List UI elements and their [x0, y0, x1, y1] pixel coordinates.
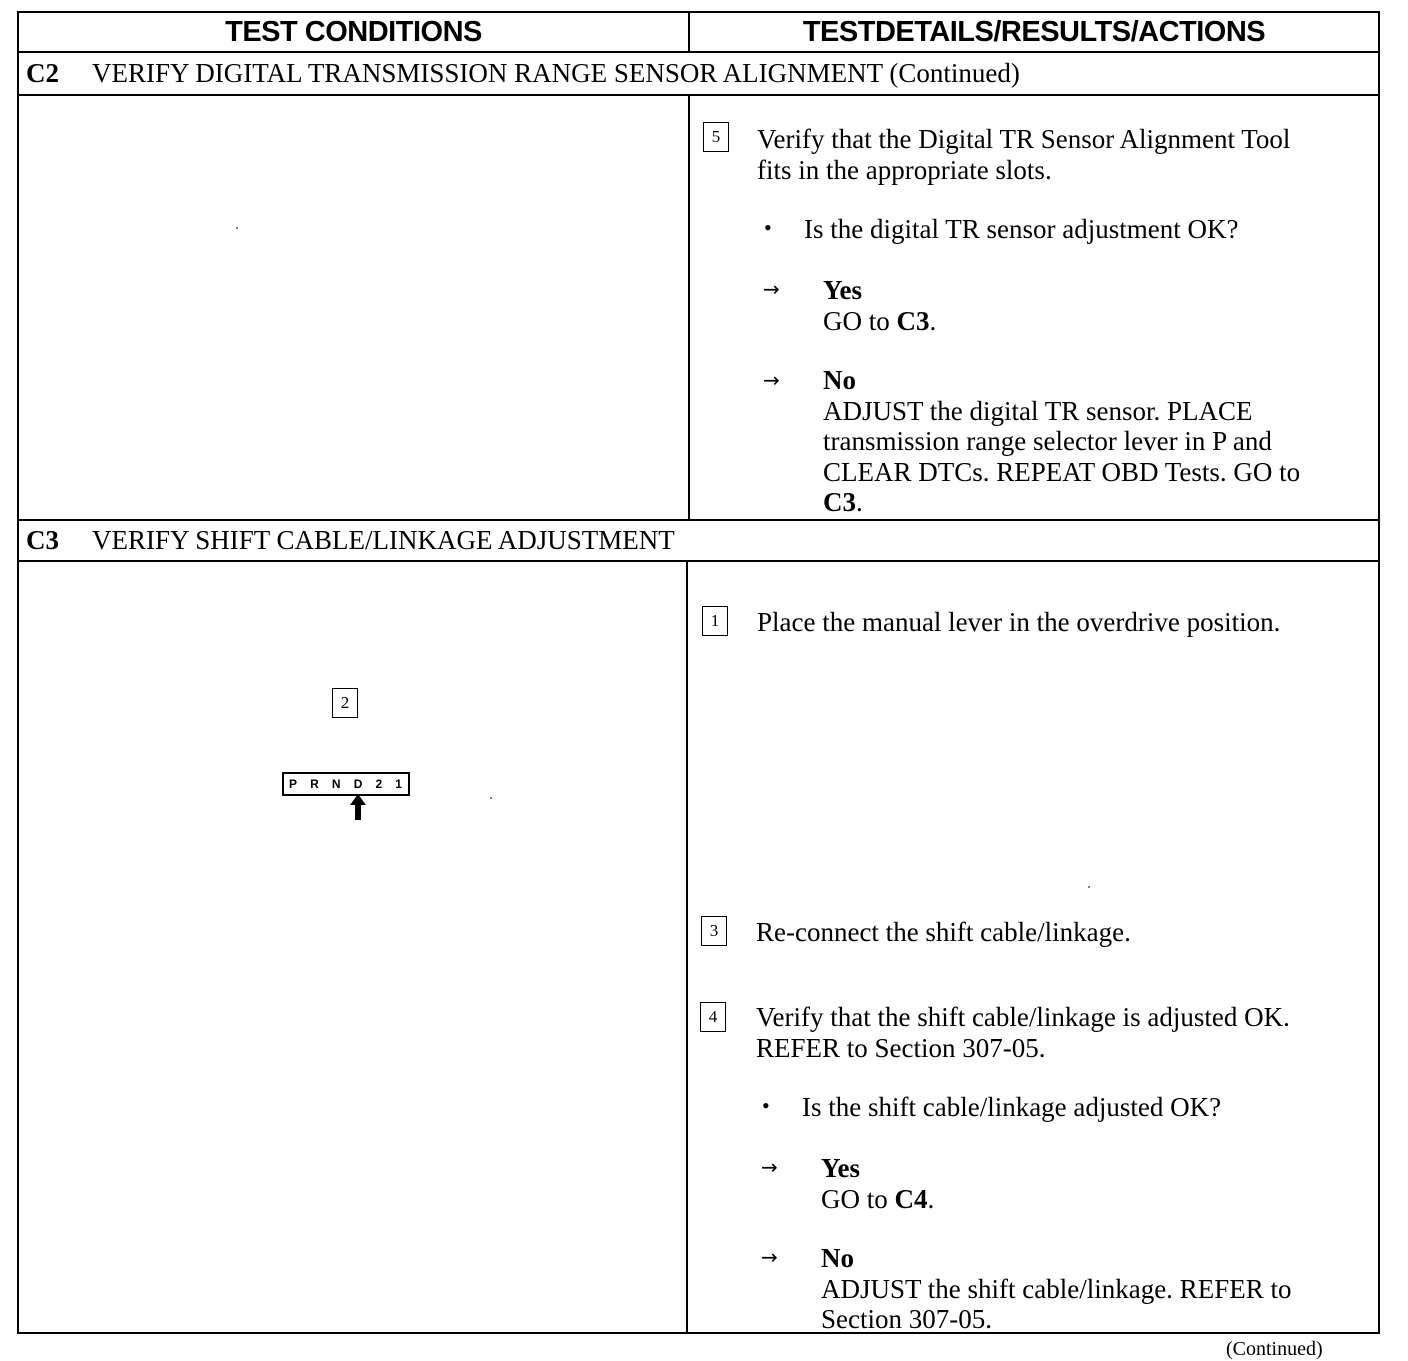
c3-no-line-1: ADJUST the shift cable/linkage. REFER to — [821, 1273, 1292, 1304]
c3-yes-arrow: → — [761, 1155, 778, 1179]
header-divider — [17, 51, 1380, 53]
continued-note: (Continued) — [1226, 1338, 1323, 1360]
c3-question: Is the shift cable/linkage adjusted OK? — [802, 1092, 1222, 1122]
step-5-line-2: fits in the appropriate slots. — [757, 154, 1052, 185]
step-5-box: 5 — [703, 122, 729, 152]
gear-2: 2 — [375, 777, 384, 791]
c2-no-branch — [823, 365, 1300, 518]
gear-n: N — [331, 777, 342, 791]
c3-yes-branch — [821, 1153, 934, 1214]
c3-yes-target: C4 — [894, 1183, 928, 1214]
scan-speck — [236, 227, 238, 229]
c2-no-target: C3 — [823, 487, 856, 517]
c3-yes-text: GO to — [821, 1183, 895, 1214]
c3-column-divider — [686, 560, 688, 1334]
c3-question-bullet: • — [762, 1093, 770, 1118]
gear-r: R — [310, 777, 320, 791]
c2-title-text: VERIFY DIGITAL TRANSMISSION RANGE SENSOR ALIGNMENT (Continued) — [92, 58, 1020, 88]
c2-yes-target: C3 — [896, 305, 930, 336]
step-4-line-1: Verify that the shift cable/linkage is adjusted OK. — [756, 1002, 1290, 1032]
c3-section-title — [26, 525, 675, 556]
scan-speck — [1088, 886, 1090, 888]
c2-step-id: C2 — [26, 58, 59, 88]
c2-yes-period: . — [929, 305, 937, 336]
c2-question-bullet: • — [764, 215, 772, 240]
c2-no-line-4 — [823, 487, 1300, 518]
c2-no-line-2: transmission range selector lever in P and — [823, 426, 1272, 456]
step-1-text: Place the manual lever in the overdrive position. — [757, 607, 1281, 637]
c3-step-id: C3 — [26, 525, 59, 555]
c3-no-branch — [821, 1243, 1291, 1335]
c3-no-arrow: → — [761, 1245, 778, 1269]
step-1-box: 1 — [702, 606, 728, 636]
c2-title-divider — [17, 94, 1380, 96]
c2-no-line-3: CLEAR DTCs. REPEAT OBD Tests. GO to — [823, 456, 1301, 487]
prnd-gear-indicator — [282, 772, 410, 796]
step-4-text — [756, 1002, 1290, 1063]
c2-no-line-1: ADJUST the digital TR sensor. PLACE — [823, 395, 1253, 426]
c2-no-period: . — [856, 487, 863, 517]
c3-title-text: VERIFY SHIFT CABLE/LINKAGE ADJUSTMENT — [92, 525, 675, 555]
c3-no-line-2: Section 307-05. — [821, 1304, 992, 1334]
c2-question: Is the digital TR sensor adjustment OK? — [804, 214, 1239, 244]
step-3-text: Re-connect the shift cable/linkage. — [756, 917, 1131, 947]
c3-yes-period: . — [927, 1183, 935, 1214]
c2-end-divider — [17, 519, 1380, 521]
step-4-box: 4 — [700, 1002, 726, 1032]
header-test-conditions: TEST CONDITIONS — [225, 15, 482, 48]
c2-column-divider — [688, 94, 690, 520]
gear-d: D — [353, 777, 364, 791]
c2-no-label: No — [823, 365, 856, 395]
c3-yes-action — [821, 1184, 934, 1215]
gear-p: P — [289, 777, 299, 791]
c2-yes-branch — [823, 275, 936, 336]
c2-yes-action — [823, 306, 936, 337]
step-5-text — [757, 124, 1290, 185]
step-3-box: 3 — [701, 916, 727, 946]
scan-speck — [490, 797, 492, 799]
c2-yes-arrow: → — [763, 277, 780, 301]
c2-no-arrow: → — [763, 368, 780, 392]
c3-no-label: No — [821, 1243, 854, 1273]
pointer-up-arrow-icon — [349, 794, 367, 820]
c3-yes-label: Yes — [821, 1153, 860, 1183]
c2-yes-label: Yes — [823, 275, 862, 305]
c2-section-title — [26, 58, 1020, 89]
header-test-details: TESTDETAILS/RESULTS/ACTIONS — [802, 15, 1266, 48]
c3-title-divider — [17, 560, 1380, 562]
step-5-line-1: Verify that the Digital TR Sensor Alignment Tool — [757, 124, 1291, 154]
figure-step-2-box: 2 — [332, 688, 358, 718]
c2-yes-text: GO to — [823, 305, 897, 336]
table-frame — [17, 11, 1380, 1334]
step-4-line-2: REFER to Section 307-05. — [756, 1032, 1046, 1063]
gear-1: 1 — [395, 777, 403, 791]
